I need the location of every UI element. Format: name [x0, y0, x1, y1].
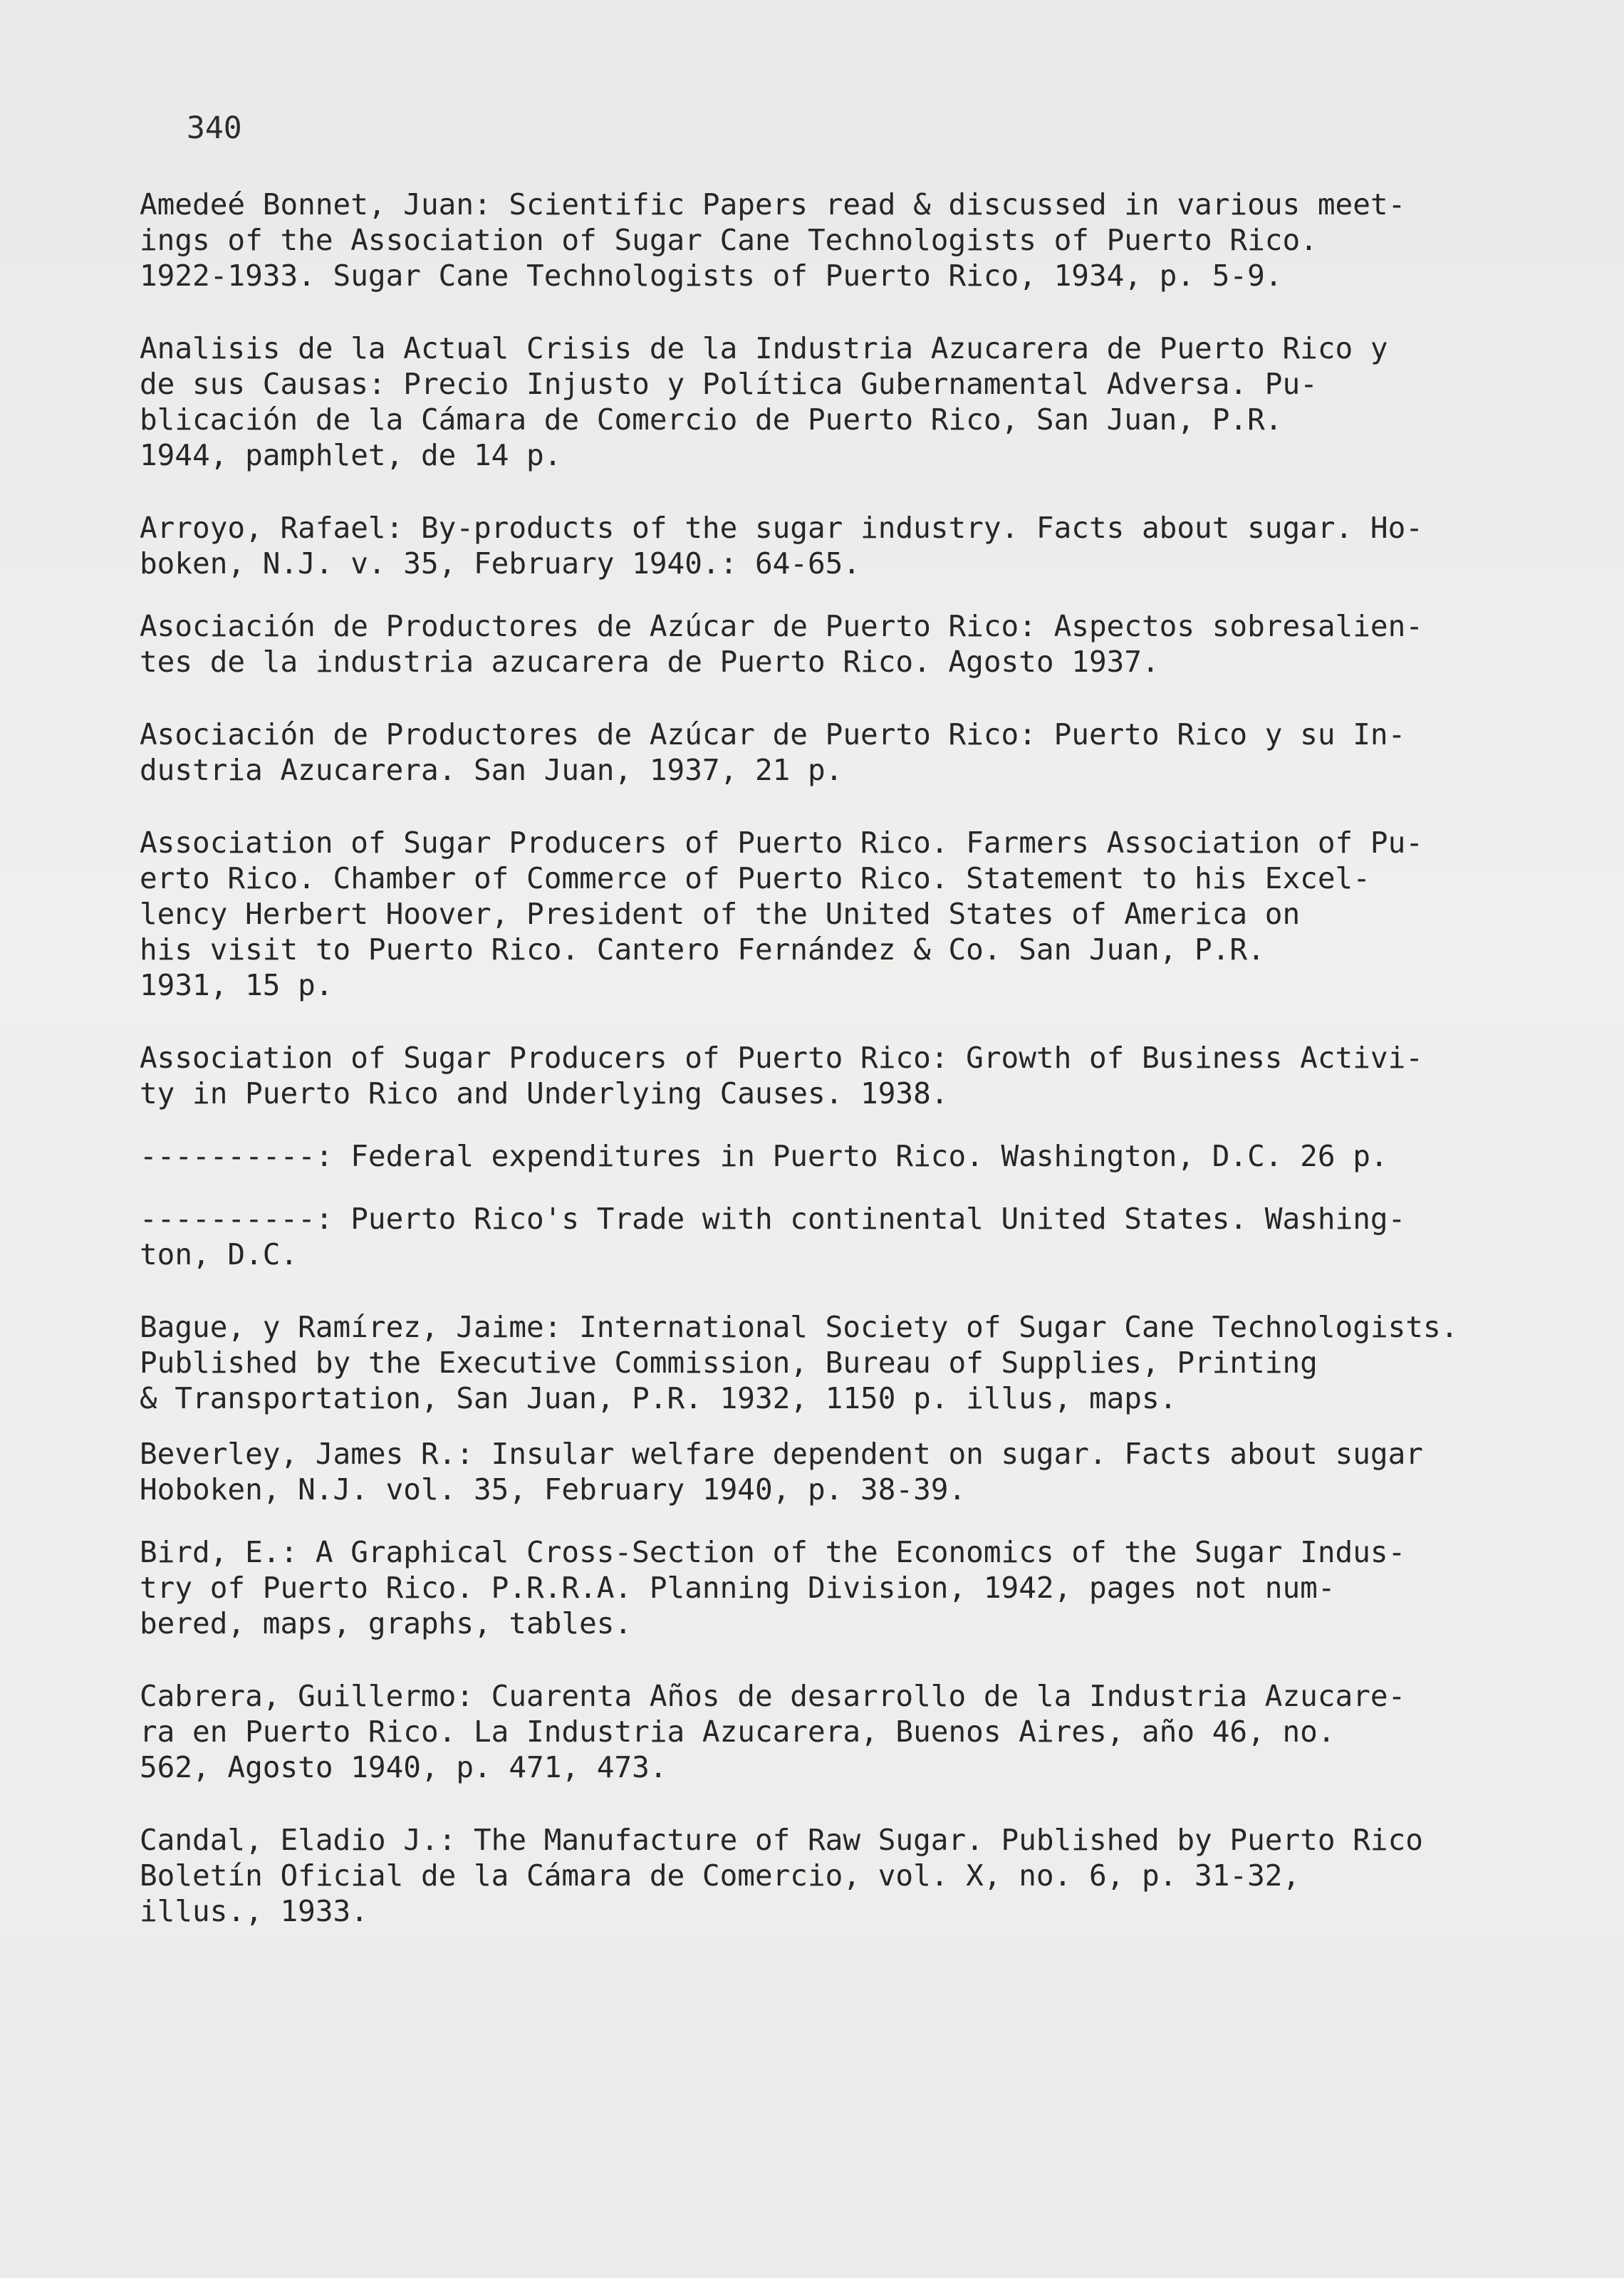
entry-line: erto Rico. Chamber of Commerce of Puerto Rico. Statement to his Excel-: [140, 861, 1370, 895]
entry-line: illus., 1933.: [140, 1894, 368, 1928]
entry-line: Analisis de la Actual Crisis de la Industria Azucarera de Puerto Rico y: [140, 331, 1388, 365]
entry-line: ----------: Puerto Rico's Trade with continental United States. Washing-: [140, 1202, 1406, 1236]
entry-line: 562, Agosto 1940, p. 471, 473.: [140, 1750, 667, 1784]
page-number: 340: [187, 110, 242, 146]
entry-line: Amedeé Bonnet, Juan: Scientific Papers read & discussed in various meet-: [140, 187, 1406, 222]
entry-line: ty in Puerto Rico and Underlying Causes. 1938.: [140, 1076, 949, 1111]
entry-line: boken, N.J. v. 35, February 1940.: 64-65.: [140, 546, 861, 581]
bibliography-entry: [140, 608, 1493, 680]
bibliography-entry: [140, 187, 1493, 293]
entry-line: Published by the Executive Commission, Bureau of Supplies, Printing: [140, 1346, 1318, 1380]
entry-line: Boletín Oficial de la Cámara de Comercio, vol. X, no. 6, p. 31-32,: [140, 1858, 1301, 1893]
entry-line: 1944, pamphlet, de 14 p.: [140, 438, 562, 472]
entry-line: bered, maps, graphs, tables.: [140, 1606, 633, 1640]
entry-line: Cabrera, Guillermo: Cuarenta Años de desarrollo de la Industria Azucare-: [140, 1679, 1406, 1713]
entry-line: de sus Causas: Precio Injusto y Política Gubernamental Adversa. Pu-: [140, 367, 1318, 401]
entry-line: his visit to Puerto Rico. Cantero Fernández & Co. San Juan, P.R.: [140, 932, 1265, 967]
entry-line: dustria Azucarera. San Juan, 1937, 21 p.: [140, 753, 843, 787]
entry-line: blicación de la Cámara de Comercio de Puerto Rico, San Juan, P.R.: [140, 402, 1283, 437]
entry-line: tes de la industria azucarera de Puerto Rico. Agosto 1937.: [140, 645, 1160, 679]
bibliography-entry: [140, 1436, 1493, 1507]
bibliography-entry: [140, 1309, 1493, 1416]
entry-line: ra en Puerto Rico. La Industria Azucarera, Buenos Aires, año 46, no.: [140, 1715, 1336, 1749]
entry-line: Arroyo, Rafael: By-products of the sugar industry. Facts about sugar. Ho-: [140, 511, 1423, 545]
bibliography-entry: [140, 1822, 1493, 1929]
bibliography-entry: [140, 717, 1493, 788]
entry-line: Asociación de Productores de Azúcar de Puerto Rico: Puerto Rico y su In-: [140, 717, 1406, 751]
entry-line: try of Puerto Rico. P.R.R.A. Planning Division, 1942, pages not num-: [140, 1571, 1336, 1605]
entry-line: Beverley, James R.: Insular welfare dependent on sugar. Facts about sugar: [140, 1437, 1423, 1471]
bibliography-entry: [140, 1040, 1493, 1111]
entry-line: Asociación de Productores de Azúcar de Puerto Rico: Aspectos sobresalien-: [140, 609, 1423, 643]
bibliography-list: [140, 187, 1493, 1929]
entry-line: Bague, y Ramírez, Jaime: International Society of Sugar Cane Technologists.: [140, 1310, 1459, 1344]
bibliography-entry: [140, 331, 1493, 473]
bibliography-entry: [140, 1138, 1493, 1174]
entry-line: lency Herbert Hoover, President of the United States of America on: [140, 897, 1301, 931]
entry-line: Association of Sugar Producers of Puerto Rico: Growth of Business Activi-: [140, 1041, 1423, 1075]
entry-line: 1922-1933. Sugar Cane Technologists of Puerto Rico, 1934, p. 5-9.: [140, 259, 1283, 293]
entry-line: ings of the Association of Sugar Cane Technologists of Puerto Rico.: [140, 223, 1318, 257]
bibliography-entry: [140, 1534, 1493, 1641]
bibliography-entry: [140, 510, 1493, 581]
entry-line: 1931, 15 p.: [140, 968, 333, 1002]
bibliography-entry: [140, 825, 1493, 1003]
entry-line: Bird, E.: A Graphical Cross-Section of the Economics of the Sugar Indus-: [140, 1535, 1406, 1569]
entry-line: ton, D.C.: [140, 1237, 298, 1271]
entry-line: & Transportation, San Juan, P.R. 1932, 1150 p. illus, maps.: [140, 1381, 1177, 1415]
bibliography-entry: [140, 1678, 1493, 1785]
bibliography-entry: [140, 1201, 1493, 1272]
entry-line: Hoboken, N.J. vol. 35, February 1940, p. 38-39.: [140, 1472, 967, 1507]
entry-line: Candal, Eladio J.: The Manufacture of Raw Sugar. Published by Puerto Rico: [140, 1823, 1423, 1857]
entry-line: Association of Sugar Producers of Puerto Rico. Farmers Association of Pu-: [140, 826, 1423, 860]
entry-line: ----------: Federal expenditures in Puerto Rico. Washington, D.C. 26 p.: [140, 1139, 1388, 1173]
